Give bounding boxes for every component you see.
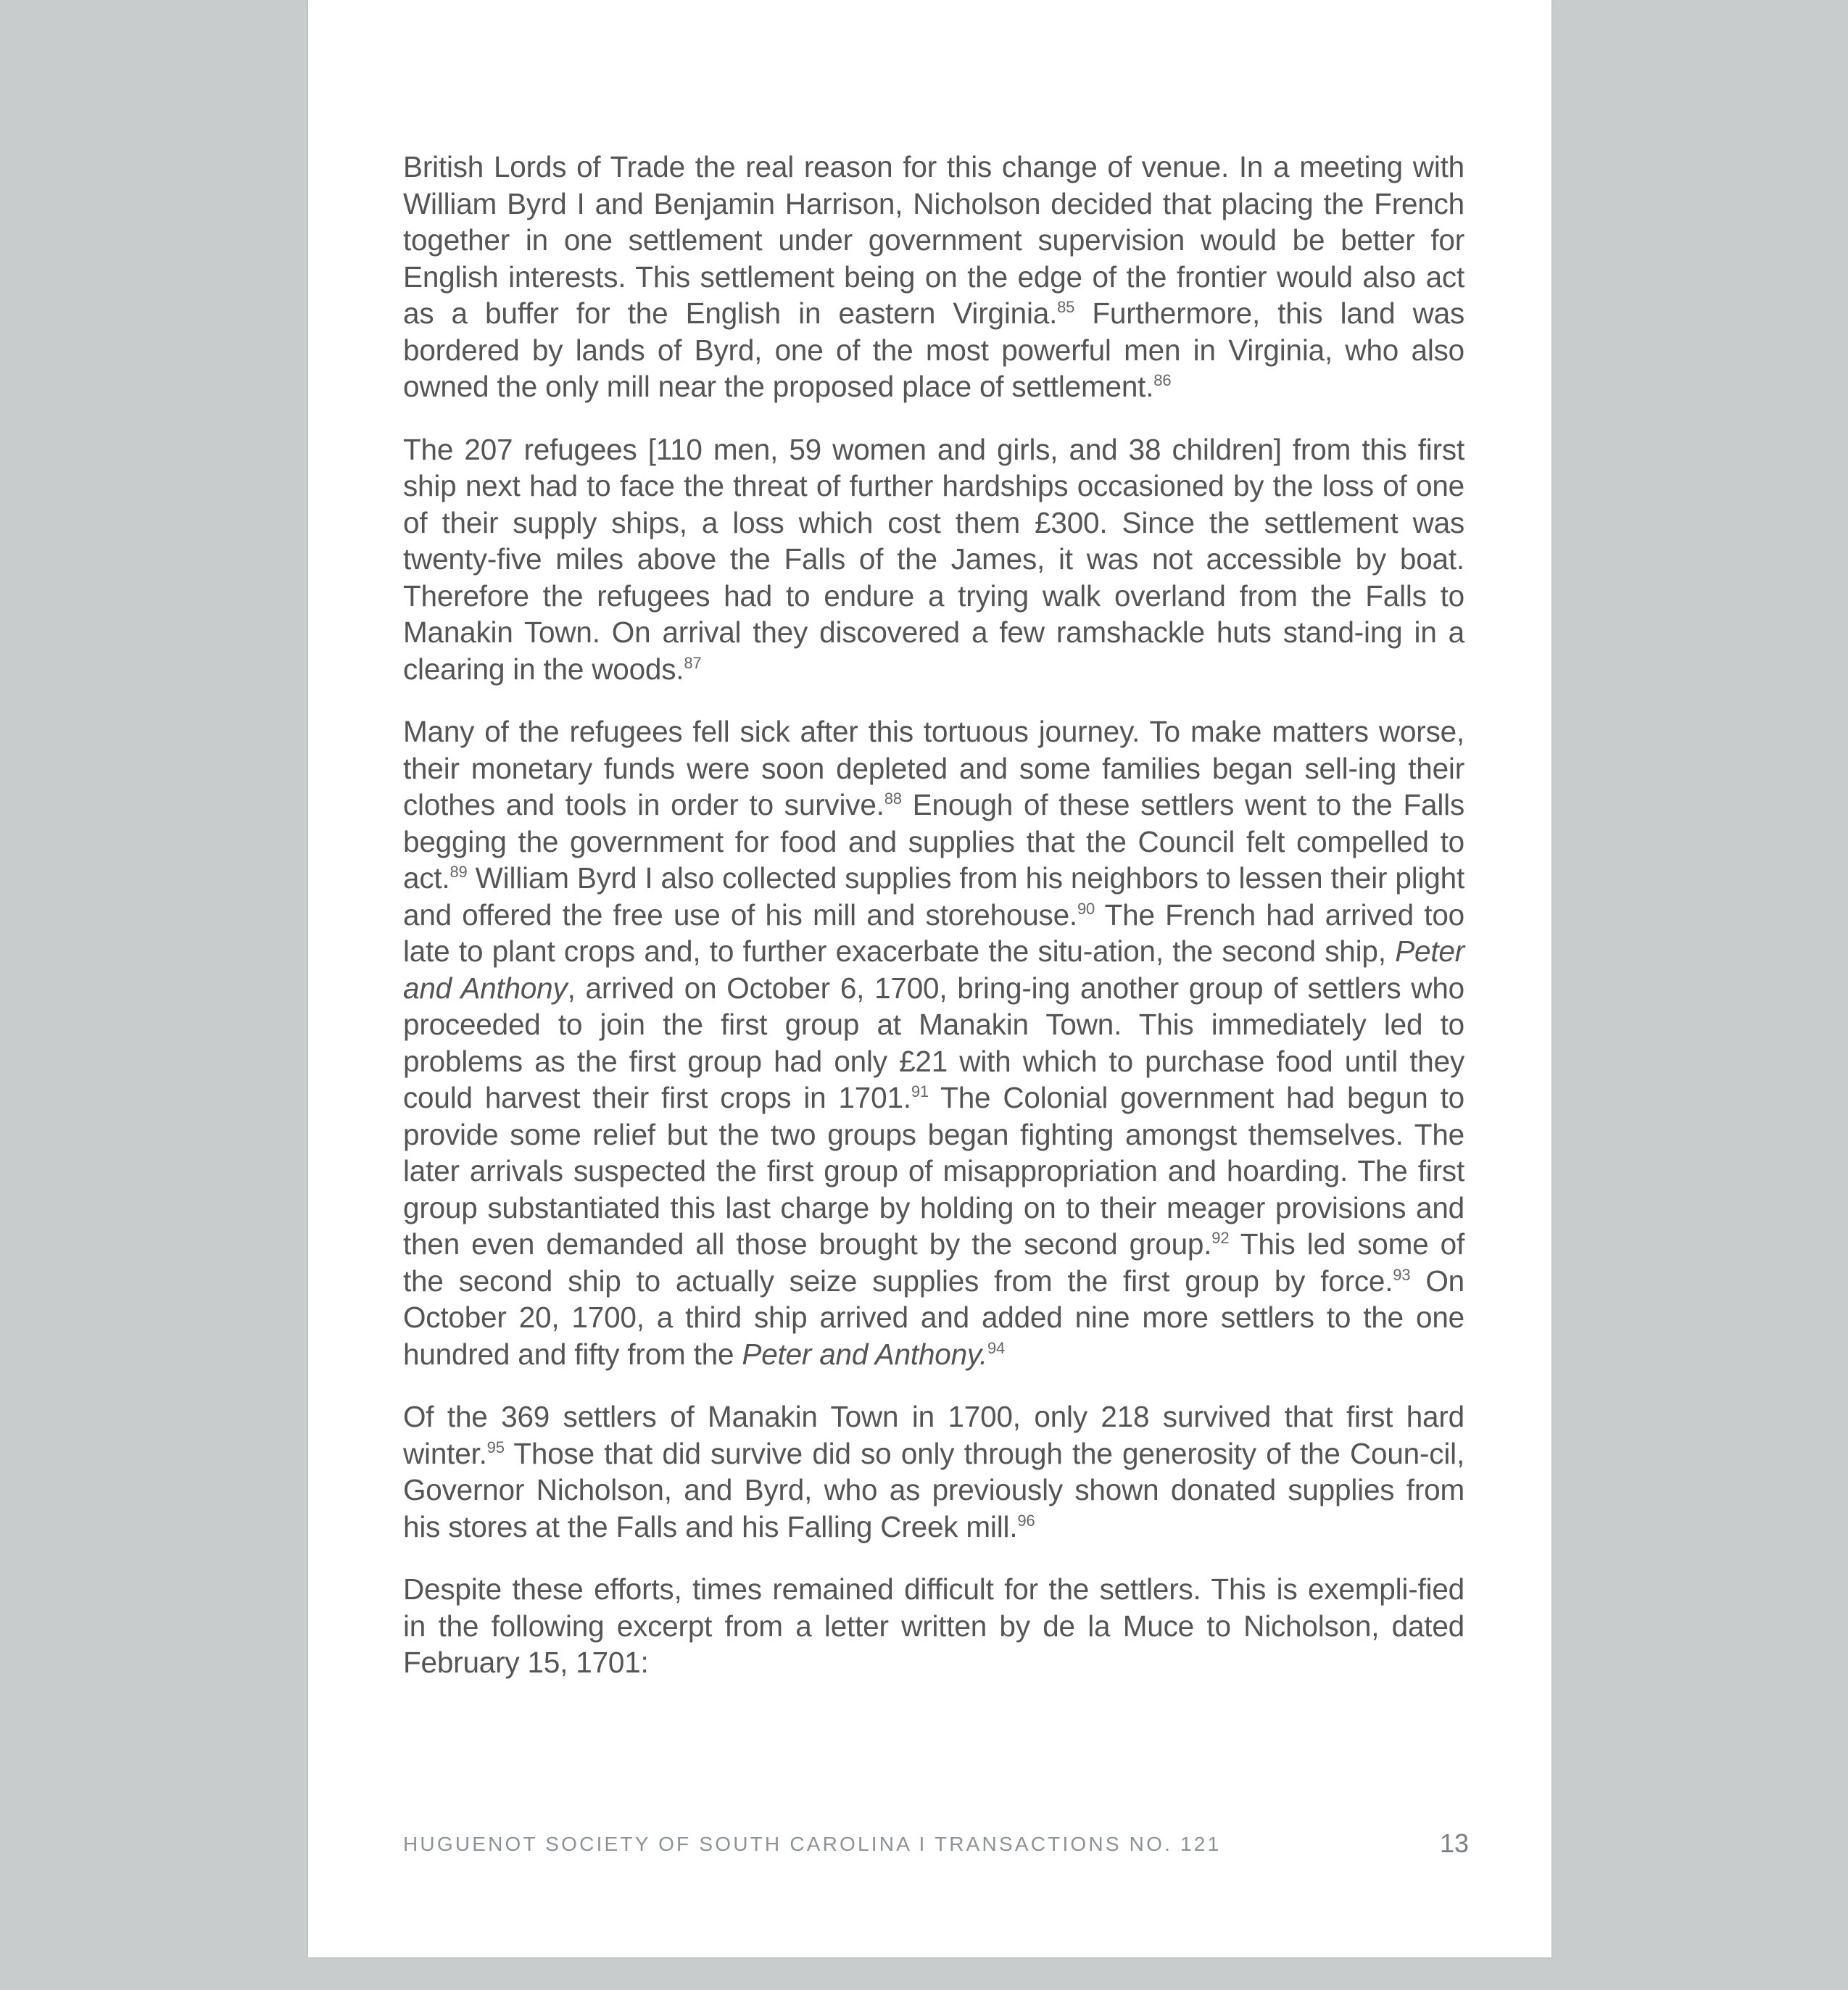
footnote-reference: 94 — [987, 1338, 1006, 1357]
text-run: Many of the refugees fell sick after this tortuous journey. To make matters worse, their monetary funds were soon depleted and some families began sell-ing their clothes and tools in order to survive. — [403, 715, 1464, 821]
text-run: Of the 369 settlers of Manakin Town in 1700, only 218 survived that first hard winter. — [403, 1400, 1464, 1470]
text-run: William Byrd I also collected supplies from his neighbors to lessen their plight and offered the free use of his mill and storehouse. — [403, 861, 1464, 932]
text-run: This led some of the second ship to actually seize supplies from the first group by force. — [403, 1227, 1464, 1298]
footnote-reference: 89 — [449, 863, 468, 881]
text-run: , arrived on October 6, 1700, bring-ing another group of settlers who proceeded to join the first group at Manakin Town. This immediately led to problems as the first group had only £21 with which to purchase food until they could harvest their first crops in 1701. — [403, 971, 1465, 1114]
footnote-reference: 90 — [1077, 899, 1095, 918]
text-run: On October 20, 1700, a third ship arrived and added nine more settlers to the one hundred and fifty from the — [403, 1264, 1464, 1371]
footnote-reference: 91 — [911, 1082, 929, 1100]
text-run: The French had arrived too late to plant crops and, to further exacerbate the situ-ation, the second ship, — [403, 897, 1464, 968]
paragraph — [403, 1398, 1464, 1545]
footnote-reference: 85 — [1057, 298, 1075, 316]
paragraph — [403, 713, 1464, 1372]
footnote-reference: 88 — [884, 789, 902, 808]
text-run: Enough of these settlers went to the Falls begging the government for food and supplies that the Council felt compelled to act. — [403, 788, 1464, 895]
text-run: Despite these efforts, times remained difficult for the settlers. This is exempli-fied in the following excerpt from a letter written by de la Muce to Nicholson, dated February 15, 1701: — [403, 1572, 1464, 1679]
text-run: The 207 refugees [110 men, 59 women and girls, and 38 children] from this first ship next had to face the threat of further hardships occasioned by the loss of one of their supply ships, a loss which cost them £300. Since the settlement was twenty-five miles above the Falls of the James, it was not accessible by boat. Therefore the refugees had to endure a trying walk overland from the Falls to Manakin Town. On arrival they discovered a few ramshackle huts stand-ing in a clearing in the woods. — [403, 432, 1464, 686]
footnote-reference: 96 — [1017, 1511, 1035, 1530]
text-run: British Lords of Trade the real reason for this change of venue. In a meeting with William Byrd I and Benjamin Harrison, Nicholson decided that placing the French together in one settlement under government supervision would be better for English interests. This settlement being on the edge of the frontier would also act as a buffer for the English in eastern Virginia. — [403, 150, 1464, 330]
footnote-reference: 86 — [1153, 371, 1172, 389]
paragraph — [403, 1571, 1464, 1681]
text-run: The Colonial government had begun to provide some relief but the two groups began fighting amongst themselves. The later arrivals suspected the first group of misappropriation and hoarding. The first group substantiated this last charge by holding on to their meager provisions and then even demanded all those brought by the second group. — [403, 1081, 1464, 1261]
page-number: 13 — [1439, 1828, 1469, 1858]
text-run: Those that did survive did so only through the generosity of the Coun-cil, Governor Nicholson, and Byrd, who as previously shown donated supplies from his stores at the Falls and his Falling Creek mill. — [403, 1436, 1464, 1543]
footnote-reference: 95 — [486, 1438, 505, 1456]
footnote-reference: 87 — [684, 653, 702, 672]
italic-title: Peter and Anthony. — [742, 1337, 988, 1371]
italic-title: Peter and Anthony — [403, 934, 1464, 1005]
running-footer: HUGUENOT SOCIETY OF SOUTH CAROLINA I TRANSACTIONS NO. 121 — [403, 1833, 1222, 1855]
paragraph — [403, 431, 1464, 688]
paragraph — [403, 149, 1464, 405]
footnote-reference: 92 — [1211, 1229, 1230, 1247]
body-text — [403, 149, 1464, 1707]
text-run: Furthermore, this land was bordered by lands of Byrd, one of the most powerful men in Virginia, who also owned the only mill near the proposed place of settlement. — [403, 297, 1465, 403]
page-footer — [403, 1828, 1469, 1857]
footnote-reference: 93 — [1393, 1265, 1411, 1284]
